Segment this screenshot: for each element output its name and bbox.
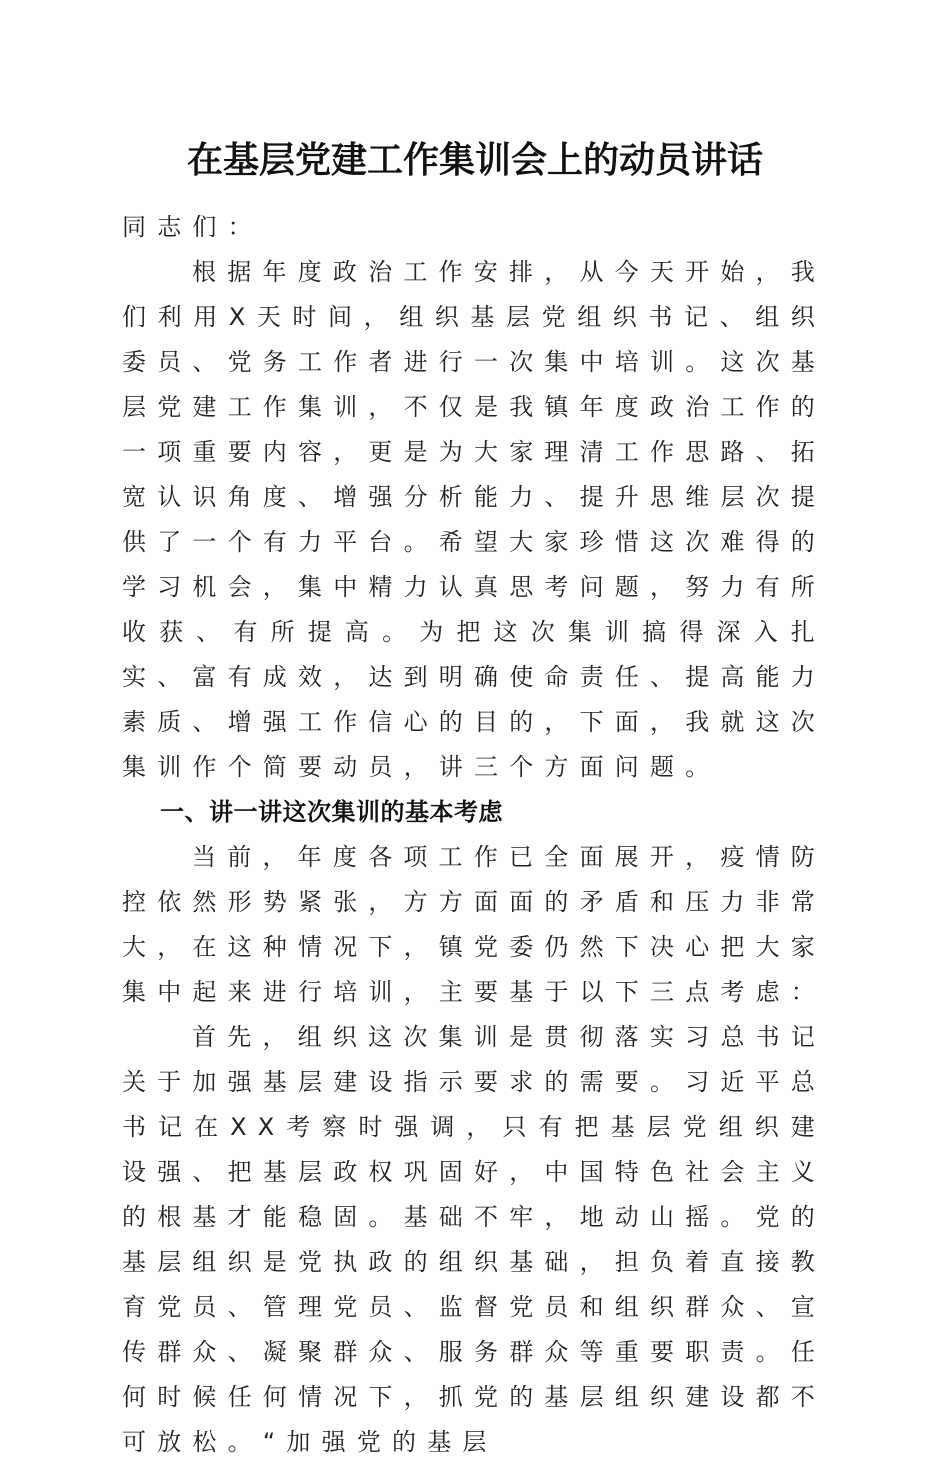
intro-paragraph: 根据年度政治工作安排，从今天开始，我们利用X天时间，组织基层党组织书记、组织委员、党务工作者进行一次集中培训。这次基层党建工作集训，不仅是我镇年度政治工作的一项重要内容，更是为大家理清工作思路、拓宽认识角度、增强分析能力、提升思维层次提供了一个有力平台。希望大家珍惜这次难得的学习机会，集中精力认真思考问题，努力有所收获、有所提高。为把这次集训搞得深入扎实、富有成效，达到明确使命责任、提高能力素质、增强工作信心的目的，下面，我就这次集训作个简要动员，讲三个方面问题。 — [122, 258, 826, 781]
document-body — [122, 205, 826, 1465]
section-1-paragraph-1: 当前，年度各项工作已全面展开，疫情防控依然形势紧张，方方面面的矛盾和压力非常大，在这种情况下，镇党委仍然下决心把大家集中起来进行培训，主要基于以下三点考虑： — [122, 843, 826, 1006]
section-heading-1: 一、讲一讲这次集训的基本考虑 — [160, 798, 503, 826]
section-1-paragraph-2: 首先，组织这次集训是贯彻落实习总书记关于加强基层建设指示要求的需要。习近平总书记在XX考察时强调，只有把基层党组织建设强、把基层政权巩固好，中国特色社会主义的根基才能稳固。基础不牢，地动山摇。党的基层组织是党执政的组织基础，担负着直接教育党员、管理党员、监督党员和组织群众、宣传群众、凝聚群众、服务群众等重要职责。任何时候任何情况下，抓党的基层组织建设都不可放松。“加强党的基层 — [122, 1023, 826, 1456]
document-title: 在基层党建工作集训会上的动员讲话 — [186, 139, 763, 181]
salutation: 同志们： — [122, 213, 263, 241]
